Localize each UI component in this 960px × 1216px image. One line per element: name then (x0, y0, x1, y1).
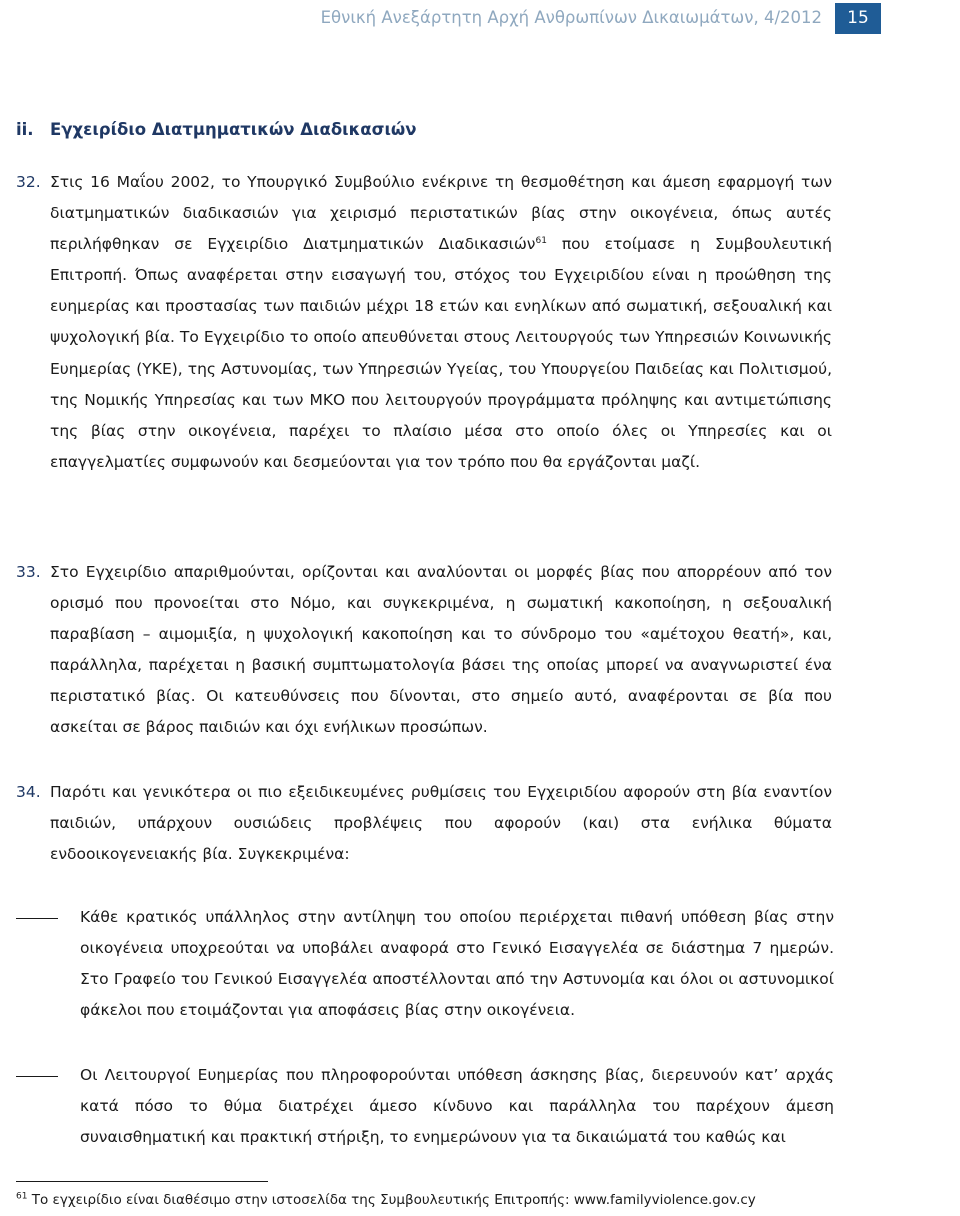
paragraph-34: Παρότι και γενικότερα οι πιο εξειδικευμένες ρυθμίσεις του Εγχειριδίου αφορούν στη βία εναντίον παιδιών, υπάρχουν ουσιώδεις προβλέψεις που αφορούν (και) στα ενήλικα θύματα ενδοοικογενειακής βία. Συγκεκριμένα: (50, 783, 832, 864)
footnote-reference-61: 61 (535, 236, 547, 247)
bullet-item-1: Κάθε κρατικός υπάλληλος στην αντίληψη του οποίου περιέρχεται πιθανή υπόθεση βίας στην οικογένεια υποχρεούται να υποβάλει αναφορά στο Γενικό Εισαγγελέα σε διάστημα 7 ημερών. Στο Γραφείο του Γενικού Εισαγγελέα αποστέλλονται από την Αστυνομία και όλοι οι αστυνομικοί φάκελοι που ετοιμάζονται για αποφάσεις βίας στην οικογένεια. (80, 908, 834, 1020)
footnote-text: Το εγχειρίδιο είναι διαθέσιμο στην ιστοσελίδα της Συμβουλευτικής Επιτροπής: www.familyviolence.gov.cy (31, 1192, 756, 1208)
paragraph-33: Στο Εγχειρίδιο απαριθμούνται, ορίζονται και αναλύονται οι μορφές βίας που απορρέουν από τον ορισμό που προνοείται στο Νόμο, και συγκεκριμένα, η σωματική κακοποίηση, η σεξουαλική παραβίαση – αιμομιξία, η ψυχολογική κακοποίηση και το σύνδρομο του «αμέτοχου θεατή», και, παράλληλα, παρέχεται η βασική συμπτωματολογία βάσει της οποίας μπορεί να αναγνωριστεί ένα περιστατικό βίας. Οι κατευθύνσεις που δίνονται, στο σημείο αυτό, αναφέρονται σε βία που ασκείται σε βάρος παιδιών και όχι ενήλικων προσώπων. (50, 563, 832, 737)
paragraph-number-33: 33. (16, 563, 41, 581)
footnote-number: 61 (16, 1191, 28, 1202)
paragraph-32-text-b: που ετοίμασε η Συμβουλευτική Επιτροπή. Όπως αναφέρεται στην εισαγωγή του, στόχος του Εγχειριδίου είναι η προώθηση της ευημερίας και προστασίας των παιδιών μέχρι 18 ετών και ενηλίκων από σωματική, σεξουαλική και ψυχολογική βία. Το Εγχειρίδιο το οποίο απευθύνεται στους Λειτουργούς των Υπηρεσιών Κοινωνικής Ευημερίας (ΥΚΕ), της Αστυνομίας, των Υπηρεσιών Υγείας, του Υπουργείου Παιδείας και Πολιτισμού, της Νομικής Υπηρεσίας και των ΜΚΟ που λειτουργούν προγράμματα πρόληψης και αντιμετώπισης της βίας στην οικογένεια, παρέχει το πλαίσιο μέσα στο οποίο όλες οι Υπηρεσίες και οι επαγγελματίες συμφωνούν και δεσμεύονται για τον τρόπο που θα εργάζονται μαζί. (50, 235, 832, 471)
bullet-item-2: Οι Λειτουργοί Ευημερίας που πληροφορούνται υπόθεση άσκησης βίας, διερευνούν κατ’ αρχάς κατά πόσο το θύμα διατρέχει άμεσο κίνδυνο και παράλληλα του παρέχουν άμεση συναισθηματική και πρακτική στήριξη, το ενημερώνουν για τα δικαιώματά του καθώς και (80, 1066, 834, 1147)
footnote-separator (16, 1181, 268, 1182)
footnote-61 (16, 1192, 756, 1208)
paragraph-32-text-a: Στις 16 Μαΐου 2002, το Υπουργικό Συμβούλιο ενέκρινε τη θεσμοθέτηση και άμεση εφαρμογή των διατμηματικών διαδικασιών για χειρισμό περιστατικών βίας στην οικογένεια, όπως αυτές περιλήφθηκαν σε Εγχειρίδιο Διατμηματικών Διαδικασιών (50, 173, 832, 254)
section-number: ii. (16, 120, 34, 139)
bullet-dash (16, 918, 58, 919)
section-heading: Εγχειρίδιο Διατμηματικών Διαδικασιών (50, 120, 417, 139)
paragraph-number-32: 32. (16, 173, 41, 191)
running-header-title: Εθνική Ανεξάρτητη Αρχή Ανθρωπίνων Δικαιωμάτων, 4/2012 (320, 8, 822, 27)
paragraph-number-34: 34. (16, 783, 41, 801)
bullet-dash (16, 1076, 58, 1077)
paragraph-32 (50, 167, 832, 478)
page-number: 15 (835, 3, 881, 34)
